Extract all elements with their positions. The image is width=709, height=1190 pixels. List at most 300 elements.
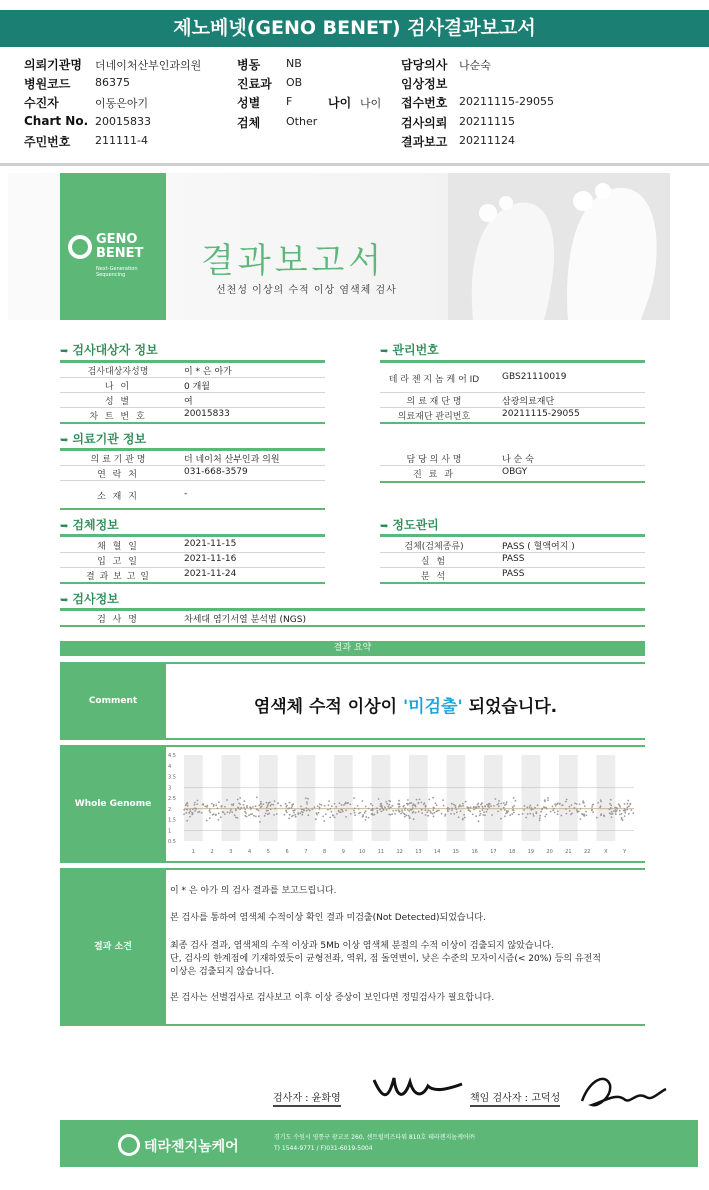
- data-point: [217, 807, 219, 809]
- data-point: [503, 802, 505, 804]
- institution-label-2: 소 재 지: [97, 492, 139, 502]
- data-point: [213, 805, 215, 807]
- data-point: [390, 806, 392, 808]
- data-point: [291, 807, 293, 809]
- data-point: [580, 818, 582, 820]
- data-point: [376, 807, 378, 809]
- data-point: [274, 800, 276, 802]
- data-point: [447, 809, 449, 811]
- data-point: [503, 807, 505, 809]
- data-point: [213, 813, 215, 815]
- data-point: [378, 798, 380, 800]
- qc-value-1: PASS: [502, 554, 525, 564]
- data-point: [571, 804, 573, 806]
- data-point: [243, 800, 245, 802]
- data-point: [415, 806, 417, 808]
- data-point: [189, 809, 191, 811]
- data-point: [250, 808, 252, 810]
- findings-label: 결과 소견: [60, 868, 166, 1026]
- data-point: [381, 807, 383, 809]
- ward-value: NB: [286, 57, 302, 70]
- x-tick-label-9: 9: [341, 849, 345, 855]
- data-point: [345, 810, 347, 812]
- data-point: [277, 802, 279, 804]
- finding-line-3: 단, 검사의 한계점에 기재하였듯이 균형전좌, 역위, 점 돌연변이, 낮은 수준의 모자이시즘(< 20%) 등의 유전적: [170, 954, 601, 964]
- data-point: [286, 811, 288, 813]
- subject-bottom-rule: [60, 422, 325, 424]
- data-point: [235, 817, 237, 819]
- report-value: 20211124: [459, 134, 515, 147]
- specimen-value-1: 2021-11-16: [184, 554, 237, 564]
- data-point: [403, 812, 405, 814]
- data-point: [581, 813, 583, 815]
- data-point: [211, 803, 213, 805]
- chart-label: Chart No.: [24, 114, 89, 128]
- data-point: [358, 808, 360, 810]
- data-point: [425, 809, 427, 811]
- data-point: [554, 812, 556, 814]
- data-point: [518, 814, 520, 816]
- data-point: [256, 808, 258, 810]
- patient-info-block: [0, 52, 709, 162]
- data-point: [323, 820, 325, 822]
- row-rule: [380, 407, 645, 408]
- data-point: [327, 809, 329, 811]
- data-point: [209, 808, 211, 810]
- row-rule: [380, 465, 645, 466]
- x-tick-label-2: 2: [210, 849, 214, 855]
- data-point: [256, 797, 258, 799]
- data-point: [513, 812, 515, 814]
- data-point: [495, 798, 497, 800]
- geno-benet-logo: [60, 173, 166, 320]
- baby-feet-image: [448, 173, 670, 320]
- data-point: [334, 817, 336, 819]
- data-point: [365, 816, 367, 818]
- chromosome-band-5: [259, 755, 278, 841]
- data-point: [354, 807, 356, 809]
- data-point: [529, 806, 531, 808]
- geno-logo-icon: [68, 235, 92, 259]
- data-point: [559, 803, 561, 805]
- data-point: [434, 812, 436, 814]
- data-point: [376, 810, 378, 812]
- data-point: [267, 805, 269, 807]
- data-point: [615, 811, 617, 813]
- data-point: [583, 814, 585, 816]
- data-point: [427, 811, 429, 813]
- data-point: [541, 809, 543, 811]
- data-point: [261, 806, 263, 808]
- chromosome-band-17: [484, 755, 503, 841]
- data-point: [372, 805, 374, 807]
- data-point: [239, 808, 241, 810]
- subject-top-rule: [60, 360, 325, 363]
- data-point: [387, 806, 389, 808]
- data-point: [332, 815, 334, 817]
- chart-value: 20015833: [95, 115, 151, 128]
- y-tick-label: 3: [168, 785, 172, 792]
- data-point: [421, 809, 423, 811]
- data-point: [619, 806, 621, 808]
- reviewer-signature-image: [576, 1071, 668, 1113]
- data-point: [437, 810, 439, 812]
- data-point: [260, 803, 262, 805]
- sex-label: 성별: [237, 96, 261, 110]
- data-point: [479, 810, 481, 812]
- receipt-value: 20211115-29055: [459, 95, 554, 108]
- footer-company-name: 테라젠지놈케어: [144, 1139, 239, 1155]
- data-point: [488, 806, 490, 808]
- qc-label-1: 실 험: [420, 557, 448, 567]
- chromosome-band-13: [409, 755, 428, 841]
- data-point: [224, 806, 226, 808]
- data-point: [188, 812, 190, 814]
- data-point: [316, 814, 318, 816]
- data-point: [491, 814, 493, 816]
- data-point: [530, 805, 532, 807]
- data-point: [349, 804, 351, 806]
- data-point: [237, 817, 239, 819]
- report-footer: [60, 1120, 698, 1167]
- x-tick-label-8: 8: [323, 849, 327, 855]
- not-detected-highlight: '미검출': [402, 697, 463, 717]
- data-point: [365, 810, 367, 812]
- data-point: [362, 814, 364, 816]
- x-tick-label-3: 3: [229, 849, 233, 855]
- x-tick-label-12: 12: [396, 849, 403, 855]
- data-point: [609, 803, 611, 805]
- data-point: [619, 810, 621, 812]
- data-point: [523, 809, 525, 811]
- data-point: [237, 799, 239, 801]
- subject-label-0: 검사대상자성명: [87, 367, 149, 377]
- data-point: [557, 810, 559, 812]
- data-point: [262, 803, 264, 805]
- data-point: [267, 810, 269, 812]
- data-point: [303, 809, 305, 811]
- data-point: [334, 803, 336, 805]
- data-point: [462, 803, 464, 805]
- chromosome-band-3: [222, 755, 241, 841]
- data-point: [579, 803, 581, 805]
- data-point: [409, 802, 411, 804]
- tester-signature-line: 검사자 : 윤화영: [273, 1089, 341, 1107]
- x-tick-label-7: 7: [304, 849, 308, 855]
- data-point: [626, 809, 628, 811]
- data-point: [275, 808, 277, 810]
- data-point: [398, 800, 400, 802]
- data-point: [444, 815, 446, 817]
- reviewer-signature-line: 책임 검사자 : 고덕성: [470, 1089, 560, 1107]
- data-point: [552, 806, 554, 808]
- data-point: [458, 816, 460, 818]
- data-point: [405, 814, 407, 816]
- data-point: [610, 799, 612, 801]
- patient-value: 이동은아기: [95, 97, 149, 110]
- data-point: [470, 807, 472, 809]
- data-point: [192, 808, 194, 810]
- data-point: [511, 813, 513, 815]
- data-point: [336, 813, 338, 815]
- dept-name-label: 진 료 과: [413, 470, 455, 480]
- sex-value: F: [286, 95, 293, 108]
- data-point: [248, 814, 250, 816]
- data-point: [630, 803, 632, 805]
- institution-bottom-rule: [60, 508, 325, 510]
- data-point: [459, 804, 461, 806]
- data-point: [624, 815, 626, 817]
- data-point: [527, 813, 529, 815]
- data-point: [475, 806, 477, 808]
- qc-value-2: PASS: [502, 569, 525, 579]
- resid-value: 211111-4: [95, 134, 148, 147]
- data-point: [552, 809, 554, 811]
- report-label: 결과보고: [401, 135, 448, 149]
- data-point: [616, 807, 618, 809]
- data-point: [539, 819, 541, 821]
- data-point: [546, 814, 548, 816]
- qc-top-rule: [380, 534, 645, 537]
- data-point: [353, 797, 355, 799]
- data-point: [380, 803, 382, 805]
- row-rule: [60, 392, 325, 393]
- data-point: [220, 816, 222, 818]
- data-point: [481, 803, 483, 805]
- data-point: [498, 800, 500, 802]
- data-point: [191, 814, 193, 816]
- data-point: [329, 817, 331, 819]
- chromosome-band-11: [372, 755, 391, 841]
- data-point: [513, 805, 515, 807]
- data-point: [565, 801, 567, 803]
- data-point: [582, 802, 584, 804]
- data-point: [295, 816, 297, 818]
- x-tick-label-18: 18: [508, 849, 516, 855]
- data-point: [562, 804, 564, 806]
- data-point: [472, 813, 474, 815]
- data-point: [468, 809, 470, 811]
- data-point: [418, 802, 420, 804]
- doctor-name-label: 담 당 의 사 명: [406, 455, 462, 465]
- row-rule: [60, 465, 325, 466]
- data-point: [540, 811, 542, 813]
- data-point: [619, 814, 621, 816]
- x-tick-label-6: 6: [285, 849, 289, 855]
- data-point: [340, 811, 342, 813]
- whole-genome-chart: [166, 749, 641, 859]
- data-point: [340, 809, 342, 811]
- specimen-top-rule: [60, 534, 325, 537]
- y-tick-label: 1: [168, 828, 172, 835]
- data-point: [244, 808, 246, 810]
- data-point: [401, 809, 403, 811]
- request-value: 20211115: [459, 115, 515, 128]
- data-point: [199, 811, 201, 813]
- data-point: [394, 813, 396, 815]
- data-point: [306, 803, 308, 805]
- data-point: [273, 814, 275, 816]
- data-point: [400, 813, 402, 815]
- findings-body: [166, 868, 645, 1026]
- data-point: [230, 810, 232, 812]
- data-point: [209, 817, 211, 819]
- x-tick-label-5: 5: [266, 849, 270, 855]
- data-point: [557, 813, 559, 815]
- data-point: [407, 799, 409, 801]
- data-point: [322, 816, 324, 818]
- data-point: [231, 811, 233, 813]
- data-point: [229, 812, 231, 814]
- institution-label-1: 연 락 처: [97, 470, 139, 480]
- data-point: [443, 805, 445, 807]
- data-point: [536, 813, 538, 815]
- qc-label-2: 분 석: [420, 572, 448, 582]
- data-point: [451, 809, 453, 811]
- specimen-value-0: 2021-11-15: [184, 539, 237, 549]
- data-point: [586, 815, 588, 817]
- data-point: [388, 804, 390, 806]
- age-value: 나이: [360, 97, 382, 110]
- specimen-value: Other: [286, 115, 318, 128]
- data-point: [308, 809, 310, 811]
- data-point: [232, 805, 234, 807]
- specimen-label: 검체: [237, 116, 261, 130]
- data-point: [215, 804, 217, 806]
- data-point: [239, 797, 241, 799]
- data-point: [379, 809, 381, 811]
- data-point: [224, 813, 226, 815]
- arrow-icon: ➥: [60, 521, 69, 532]
- data-point: [608, 808, 610, 810]
- data-point: [264, 815, 266, 817]
- theragen-logo-icon: [118, 1134, 140, 1156]
- data-point: [409, 817, 411, 819]
- data-point: [243, 804, 245, 806]
- data-point: [258, 810, 260, 812]
- data-point: [500, 818, 502, 820]
- data-point: [513, 797, 515, 799]
- data-point: [353, 810, 355, 812]
- data-point: [401, 811, 403, 813]
- data-point: [342, 811, 344, 813]
- data-point: [603, 814, 605, 816]
- row-rule: [60, 407, 325, 408]
- data-point: [345, 802, 347, 804]
- chromosome-band-9: [334, 755, 353, 841]
- data-point: [507, 810, 509, 812]
- data-point: [421, 812, 423, 814]
- subject-label-2: 성 별: [104, 397, 132, 407]
- data-point: [482, 808, 484, 810]
- data-point: [600, 813, 602, 815]
- data-point: [395, 810, 397, 812]
- data-point: [531, 807, 533, 809]
- y-tick-label: 1.5: [168, 817, 176, 824]
- data-point: [314, 806, 316, 808]
- data-point: [592, 811, 594, 813]
- data-point: [408, 810, 410, 812]
- data-point: [194, 804, 196, 806]
- data-point: [547, 797, 549, 799]
- data-point: [345, 816, 347, 818]
- data-point: [529, 813, 531, 815]
- data-point: [215, 814, 217, 816]
- code-value: 86375: [95, 76, 130, 89]
- data-point: [621, 818, 623, 820]
- y-tick-label: 4.5: [168, 753, 176, 759]
- subject-label-1: 나 이: [104, 382, 132, 392]
- data-point: [194, 802, 196, 804]
- data-point: [315, 818, 317, 820]
- subject-value-2: 여: [184, 397, 193, 407]
- data-point: [522, 813, 524, 815]
- data-point: [235, 808, 237, 810]
- data-point: [246, 805, 248, 807]
- data-point: [613, 810, 615, 812]
- data-point: [486, 811, 488, 813]
- data-point: [217, 819, 219, 821]
- data-point: [218, 812, 220, 814]
- whole-genome-body: [166, 745, 645, 863]
- data-point: [305, 797, 307, 799]
- row-rule: [380, 392, 645, 393]
- specimen-label-2: 결 과 보 고 일: [86, 572, 150, 582]
- data-point: [341, 804, 343, 806]
- manage-label-2: 의료재단 관리번호: [397, 412, 471, 422]
- data-point: [319, 803, 321, 805]
- data-point: [286, 805, 288, 807]
- data-point: [578, 811, 580, 813]
- row-rule: [60, 567, 325, 568]
- data-point: [372, 813, 374, 815]
- x-tick-label-1: 1: [191, 849, 195, 855]
- data-point: [398, 804, 400, 806]
- data-point: [189, 816, 191, 818]
- data-point: [331, 811, 333, 813]
- data-point: [456, 809, 458, 811]
- data-point: [362, 816, 364, 818]
- subject-value-3: 20015833: [184, 409, 230, 419]
- data-point: [425, 814, 427, 816]
- data-point: [318, 812, 320, 814]
- data-point: [569, 810, 571, 812]
- data-point: [432, 809, 434, 811]
- data-point: [292, 803, 294, 805]
- data-point: [292, 810, 294, 812]
- x-tick-label-13: 13: [415, 849, 422, 855]
- data-point: [321, 804, 323, 806]
- data-point: [553, 808, 555, 810]
- data-point: [478, 820, 480, 822]
- data-point: [385, 801, 387, 803]
- data-point: [357, 805, 359, 807]
- data-point: [187, 803, 189, 805]
- comment-label: Comment: [60, 662, 166, 740]
- data-point: [380, 811, 382, 813]
- data-point: [610, 813, 612, 815]
- data-point: [450, 813, 452, 815]
- data-point: [583, 815, 585, 817]
- data-point: [428, 799, 430, 801]
- report-header: 제노베넷(GENO BENET) 검사결과보고서: [0, 10, 709, 47]
- institution-top-rule: [60, 448, 325, 451]
- data-point: [615, 809, 617, 811]
- data-point: [451, 803, 453, 805]
- data-point: [539, 817, 541, 819]
- institution-value-0: 더 네이처 산부인과 의원: [184, 455, 280, 465]
- x-tick-label-22: 22: [583, 849, 591, 855]
